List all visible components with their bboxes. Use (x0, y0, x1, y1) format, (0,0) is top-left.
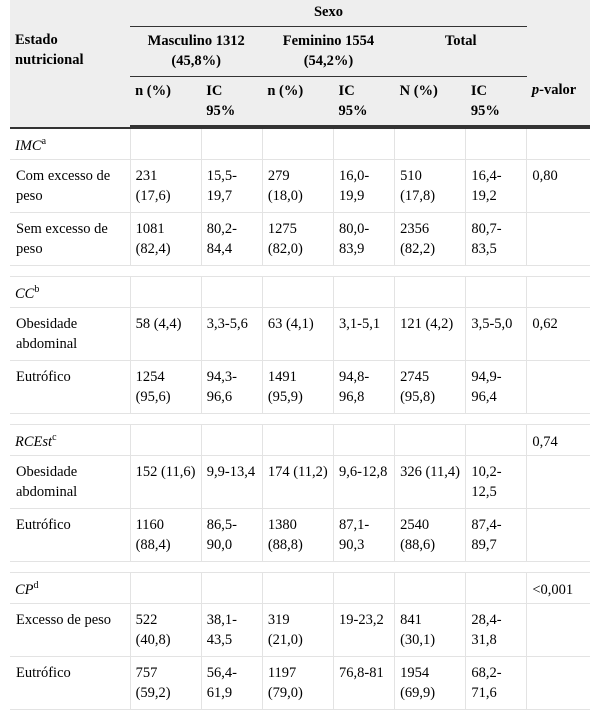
table-row (10, 456, 590, 509)
cell-f-ic: 16,0-19,9 (334, 160, 395, 213)
cell-f-n: 1275 (82,0) (262, 213, 333, 266)
total-ic-header: IC 95% (466, 76, 527, 126)
section-spacer (10, 562, 590, 573)
cell-m-ic: 3,3-5,6 (201, 308, 262, 361)
cell-m-ic: 15,5-19,7 (201, 160, 262, 213)
table-row (10, 509, 590, 562)
cell-f-ic: 80,0-83,9 (334, 213, 395, 266)
cell-f-n: 1380 (88,8) (262, 509, 333, 562)
masc-ic-header: IC 95% (201, 76, 262, 126)
p-valor-header: p-valor (527, 76, 590, 126)
cell-m-ic: 80,2-84,4 (201, 213, 262, 266)
cell-f-ic: 19-23,2 (334, 604, 395, 657)
section-p-value (527, 277, 590, 308)
table-row (10, 308, 590, 361)
cell-f-n: 279 (18,0) (262, 160, 333, 213)
cell-m-n: 1081 (82,4) (130, 213, 201, 266)
cell-m-n: 1160 (88,4) (130, 509, 201, 562)
row-label: Eutrófico (10, 657, 130, 710)
cell-t-ic: 87,4-89,7 (466, 509, 527, 562)
cell-m-n: 58 (4,4) (130, 308, 201, 361)
table-row (10, 213, 590, 266)
cell-f-n: 1491 (95,9) (262, 361, 333, 414)
cell-f-n: 319 (21,0) (262, 604, 333, 657)
cell-p: 0,62 (527, 308, 590, 361)
cell-f-n: 63 (4,1) (262, 308, 333, 361)
cell-m-ic: 9,9-13,4 (201, 456, 262, 509)
cell-m-n: 522 (40,8) (130, 604, 201, 657)
section-label: IMC$^a$ (10, 128, 130, 160)
nutritional-status-table (10, 0, 590, 710)
cell-t-ic: 80,7-83,5 (466, 213, 527, 266)
section-spacer (10, 414, 590, 425)
fem-n-header: n (%) (262, 76, 333, 126)
table-header (10, 0, 590, 128)
cell-p (527, 509, 590, 562)
cell-p (527, 361, 590, 414)
cell-t-n: 2356 (82,2) (395, 213, 466, 266)
section-header-row (10, 128, 590, 160)
cell-f-ic: 76,8-81 (334, 657, 395, 710)
section-header-row (10, 425, 590, 456)
cell-p (527, 657, 590, 710)
table-row (10, 657, 590, 710)
section-label: RCEst$^c$ (10, 425, 130, 456)
fem-ic-header: IC 95% (334, 76, 395, 126)
row-label: Obesidade abdominal (10, 456, 130, 509)
cell-t-n: 2540 (88,6) (395, 509, 466, 562)
cell-f-ic: 94,8-96,8 (334, 361, 395, 414)
table-row (10, 604, 590, 657)
row-label: Sem excesso de peso (10, 213, 130, 266)
row-label: Excesso de peso (10, 604, 130, 657)
cell-t-ic: 16,4-19,2 (466, 160, 527, 213)
feminino-header: Feminino 1554 (54,2%) (262, 26, 394, 76)
cell-m-ic: 56,4-61,9 (201, 657, 262, 710)
cell-f-n: 174 (11,2) (262, 456, 333, 509)
section-p-value: 0,74 (527, 425, 590, 456)
cell-t-n: 841 (30,1) (395, 604, 466, 657)
cell-m-ic: 94,3-96,6 (201, 361, 262, 414)
masculino-header: Masculino 1312 (45,8%) (130, 26, 262, 76)
cell-m-n: 1254 (95,6) (130, 361, 201, 414)
cell-p (527, 213, 590, 266)
cell-m-n: 152 (11,6) (130, 456, 201, 509)
cell-t-n: 510 (17,8) (395, 160, 466, 213)
section-p-value (527, 128, 590, 160)
masc-n-header: n (%) (130, 76, 201, 126)
cell-p (527, 456, 590, 509)
total-n-header: N (%) (395, 76, 466, 126)
section-spacer (10, 266, 590, 277)
cell-f-ic: 3,1-5,1 (334, 308, 395, 361)
cell-m-ic: 38,1-43,5 (201, 604, 262, 657)
cell-f-ic: 87,1-90,3 (334, 509, 395, 562)
sexo-header: Sexo (130, 0, 527, 26)
row-label: Eutrófico (10, 509, 130, 562)
cell-p (527, 604, 590, 657)
total-header: Total (395, 26, 527, 76)
cell-m-n: 231 (17,6) (130, 160, 201, 213)
table-body (10, 128, 590, 710)
cell-f-ic: 9,6-12,8 (334, 456, 395, 509)
cell-m-ic: 86,5-90,0 (201, 509, 262, 562)
cell-t-n: 326 (11,4) (395, 456, 466, 509)
table-row (10, 361, 590, 414)
cell-t-n: 121 (4,2) (395, 308, 466, 361)
row-label: Eutrófico (10, 361, 130, 414)
row-label: Com excesso de peso (10, 160, 130, 213)
cell-t-ic: 10,2-12,5 (466, 456, 527, 509)
cell-t-n: 1954 (69,9) (395, 657, 466, 710)
cell-t-ic: 28,4-31,8 (466, 604, 527, 657)
section-label: $CC^b$ (10, 277, 130, 308)
section-header-row (10, 277, 590, 308)
section-header-row (10, 573, 590, 604)
estado-nutricional-header: Estado nutricional (10, 26, 130, 126)
cell-p: 0,80 (527, 160, 590, 213)
cell-m-n: 757 (59,2) (130, 657, 201, 710)
cell-t-ic: 68,2-71,6 (466, 657, 527, 710)
row-label: Obesidade abdominal (10, 308, 130, 361)
cell-t-n: 2745 (95,8) (395, 361, 466, 414)
cell-f-n: 1197 (79,0) (262, 657, 333, 710)
table-row (10, 160, 590, 213)
section-p-value: <0,001 (527, 573, 590, 604)
section-label: $CP^d$ (10, 573, 130, 604)
cell-t-ic: 3,5-5,0 (466, 308, 527, 361)
cell-t-ic: 94,9-96,4 (466, 361, 527, 414)
